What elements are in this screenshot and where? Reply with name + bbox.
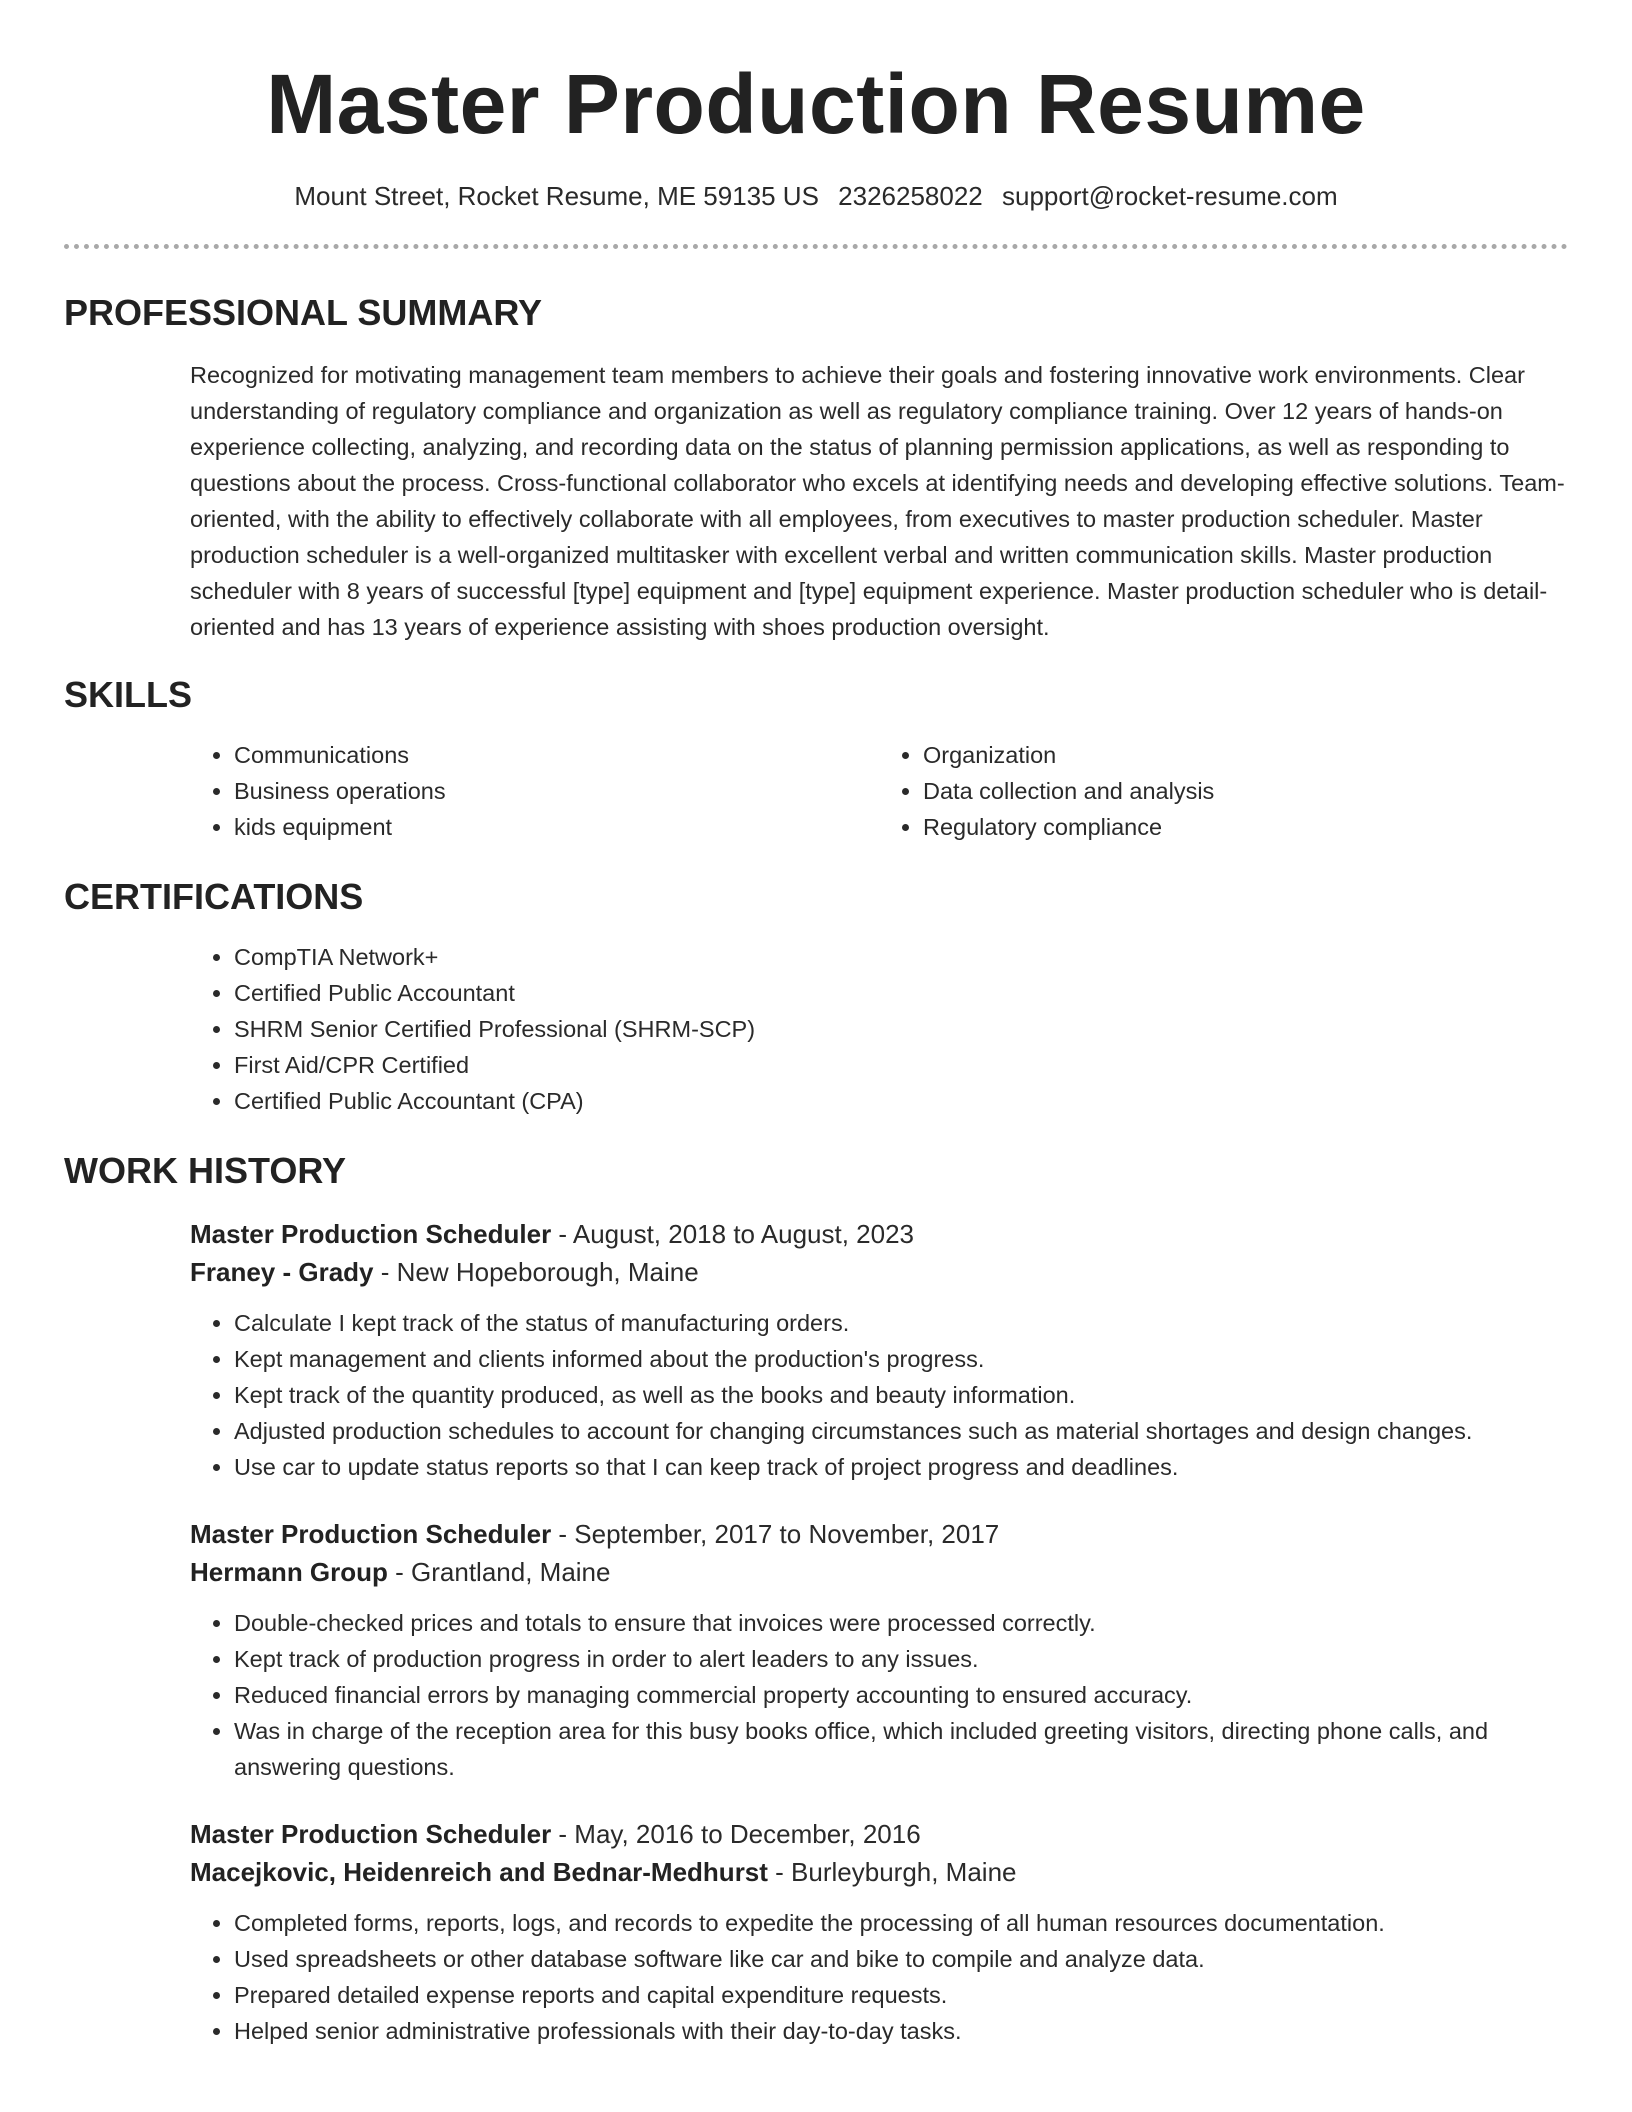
skill-item: • Organization xyxy=(923,737,1568,773)
job-role: Master Production Scheduler xyxy=(190,1219,552,1249)
job-dates: - August, 2018 to August, 2023 xyxy=(551,1219,915,1249)
contact-address: Mount Street, Rocket Resume, ME 59135 US xyxy=(294,181,819,211)
job-role: Master Production Scheduler xyxy=(190,1519,552,1549)
job-company-line xyxy=(190,1853,1568,1891)
certifications-heading: CERTIFICATIONS xyxy=(64,876,364,917)
job-location: - Grantland, Maine xyxy=(387,1557,611,1587)
resume-title: Master Production Resume xyxy=(266,57,1366,151)
job-bullet: • Adjusted production schedules to account for changing circumstances such as material shortages and design changes. xyxy=(234,1413,1568,1449)
job-entry xyxy=(190,1815,1568,2049)
job-role-line xyxy=(190,1815,1568,1853)
skills-column-left xyxy=(190,737,879,845)
work-history-heading: WORK HISTORY xyxy=(64,1150,347,1191)
job-location: - New Hopeborough, Maine xyxy=(373,1257,699,1287)
job-bullet: • Double-checked prices and totals to ensure that invoices were processed correctly. xyxy=(234,1605,1568,1641)
header-divider xyxy=(64,244,1568,249)
job-entry xyxy=(190,1515,1568,1785)
job-company-line xyxy=(190,1253,1568,1291)
job-entry xyxy=(190,1215,1568,1485)
job-bullets xyxy=(190,1305,1568,1485)
contact-line xyxy=(64,178,1568,214)
job-bullet: • Kept track of the quantity produced, as well as the books and beauty information. xyxy=(234,1377,1568,1413)
summary-heading: PROFESSIONAL SUMMARY xyxy=(64,292,543,333)
certification-item: • Certified Public Accountant (CPA) xyxy=(234,1083,1568,1119)
certification-item: • SHRM Senior Certified Professional (SHRM-SCP) xyxy=(234,1011,1568,1047)
contact-phone: 2326258022 xyxy=(838,181,983,211)
job-company: Franey - Grady xyxy=(190,1257,374,1287)
skill-item: • Data collection and analysis xyxy=(923,773,1568,809)
job-location: - Burleyburgh, Maine xyxy=(767,1857,1017,1887)
job-company: Macejkovic, Heidenreich and Bednar-Medhurst xyxy=(190,1857,768,1887)
job-company-line xyxy=(190,1553,1568,1591)
certification-item: • Certified Public Accountant xyxy=(234,975,1568,1011)
job-dates: - September, 2017 to November, 2017 xyxy=(551,1519,1000,1549)
skills-list xyxy=(190,737,1568,845)
job-bullet: • Helped senior administrative professionals with their day-to-day tasks. xyxy=(234,2013,1568,2049)
job-bullet: • Kept track of production progress in order to alert leaders to any issues. xyxy=(234,1641,1568,1677)
job-bullet: • Kept management and clients informed about the production's progress. xyxy=(234,1341,1568,1377)
skill-item: • kids equipment xyxy=(234,809,879,845)
certifications-list xyxy=(190,939,1568,1119)
contact-email: support@rocket-resume.com xyxy=(1002,181,1338,211)
skills-column-right xyxy=(879,737,1568,845)
summary-text: Recognized for motivating management team members to achieve their goals and fostering innovative work environments. Clear understanding of regulatory compliance and organization as well as regulatory compliance training. Over 12 years of hands-on experience collecting, analyzing, and recording data on the status of planning permission applications, as well as responding to questions about the process. Cross-functional collaborator who excels at identifying needs and developing effective solutions. Team-oriented, with the ability to effectively collaborate with all employees, from executives to master production scheduler. Master production scheduler is a well-organized multitasker with excellent verbal and written communication skills. Master production scheduler with 8 years of successful [type] equipment and [type] equipment experience. Master production scheduler who is detail-oriented and has 13 years of experience assisting with shoes production oversight. xyxy=(190,362,1565,640)
skill-item: • Communications xyxy=(234,737,879,773)
job-role-line xyxy=(190,1215,1568,1253)
resume-page xyxy=(64,0,1568,2112)
job-bullet: • Calculate I kept track of the status of manufacturing orders. xyxy=(234,1305,1568,1341)
certification-item: • CompTIA Network+ xyxy=(234,939,1568,975)
job-company: Hermann Group xyxy=(190,1557,388,1587)
job-bullet: • Completed forms, reports, logs, and records to expedite the processing of all human resources documentation. xyxy=(234,1905,1568,1941)
job-dates: - May, 2016 to December, 2016 xyxy=(551,1819,921,1849)
job-bullet: • Was in charge of the reception area for this busy books office, which included greeting visitors, directing phone calls, and answering questions. xyxy=(234,1713,1568,1785)
skills-heading: SKILLS xyxy=(64,674,193,715)
job-bullets xyxy=(190,1905,1568,2049)
skill-item: • Regulatory compliance xyxy=(923,809,1568,845)
job-bullet: • Prepared detailed expense reports and capital expenditure requests. xyxy=(234,1977,1568,2013)
job-role: Master Production Scheduler xyxy=(190,1819,552,1849)
job-bullet: • Use car to update status reports so that I can keep track of project progress and deadlines. xyxy=(234,1449,1568,1485)
job-bullet: • Used spreadsheets or other database software like car and bike to compile and analyze data. xyxy=(234,1941,1568,1977)
job-bullet: • Reduced financial errors by managing commercial property accounting to ensured accuracy. xyxy=(234,1677,1568,1713)
job-bullets xyxy=(190,1605,1568,1785)
job-role-line xyxy=(190,1515,1568,1553)
skill-item: • Business operations xyxy=(234,773,879,809)
certification-item: • First Aid/CPR Certified xyxy=(234,1047,1568,1083)
